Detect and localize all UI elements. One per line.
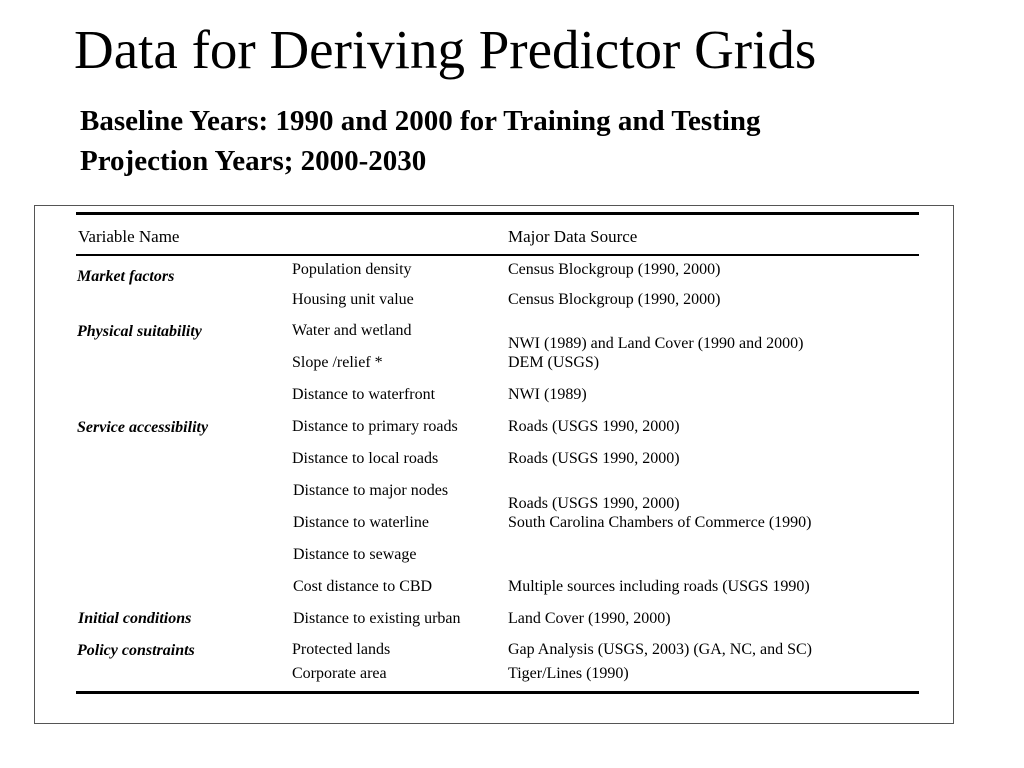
- cell-source: Roads (USGS 1990, 2000): [508, 495, 680, 512]
- category-initial-conditions: Initial conditions: [78, 610, 192, 627]
- cell-source: Tiger/Lines (1990): [508, 665, 629, 682]
- cell-source: Multiple sources including roads (USGS 1990): [508, 578, 810, 595]
- cell-source: Roads (USGS 1990, 2000): [508, 450, 680, 467]
- cell-variable: Slope /relief *: [292, 354, 383, 371]
- cell-source: Roads (USGS 1990, 2000): [508, 418, 680, 435]
- cell-source: Census Blockgroup (1990, 2000): [508, 291, 721, 308]
- cell-source: Census Blockgroup (1990, 2000): [508, 261, 721, 278]
- cell-source: Gap Analysis (USGS, 2003) (GA, NC, and SC): [508, 641, 812, 658]
- header-major-data-source: Major Data Source: [508, 227, 638, 246]
- subtitle-baseline-years: Baseline Years: 1990 and 2000 for Training and Testing: [80, 105, 761, 137]
- cell-variable: Protected lands: [292, 641, 391, 658]
- cell-variable: Population density: [292, 261, 412, 278]
- category-policy-constraints: Policy constraints: [77, 642, 195, 659]
- cell-source: Land Cover (1990, 2000): [508, 610, 671, 627]
- category-service-accessibility: Service accessibility: [77, 419, 209, 436]
- cell-source: NWI (1989) and Land Cover (1990 and 2000): [508, 335, 804, 352]
- table-header-rule: [76, 254, 919, 256]
- cell-source: DEM (USGS): [508, 354, 600, 371]
- cell-variable: Distance to waterfront: [292, 386, 436, 403]
- cell-variable: Cost distance to CBD: [293, 578, 433, 595]
- cell-source: South Carolina Chambers of Commerce (1990): [508, 514, 812, 531]
- cell-variable: Distance to sewage: [293, 546, 417, 563]
- table-top-rule: [76, 212, 919, 215]
- header-variable-name: Variable Name: [78, 227, 180, 246]
- cell-variable: Corporate area: [292, 665, 387, 682]
- cell-variable: Distance to major nodes: [293, 482, 449, 499]
- table-bottom-rule: [76, 691, 919, 694]
- cell-variable: Distance to existing urban: [293, 610, 461, 627]
- category-market-factors: Market factors: [77, 268, 175, 285]
- cell-variable: Distance to waterline: [293, 514, 429, 531]
- cell-source: NWI (1989): [508, 386, 587, 403]
- cell-variable: Housing unit value: [292, 291, 414, 308]
- subtitle-projection-years: Projection Years; 2000-2030: [80, 145, 427, 177]
- slide-title: Data for Deriving Predictor Grids: [74, 19, 817, 80]
- cell-variable: Water and wetland: [292, 322, 412, 339]
- category-physical-suitability: Physical suitability: [77, 323, 202, 340]
- cell-variable: Distance to primary roads: [292, 418, 458, 435]
- cell-variable: Distance to local roads: [292, 450, 439, 467]
